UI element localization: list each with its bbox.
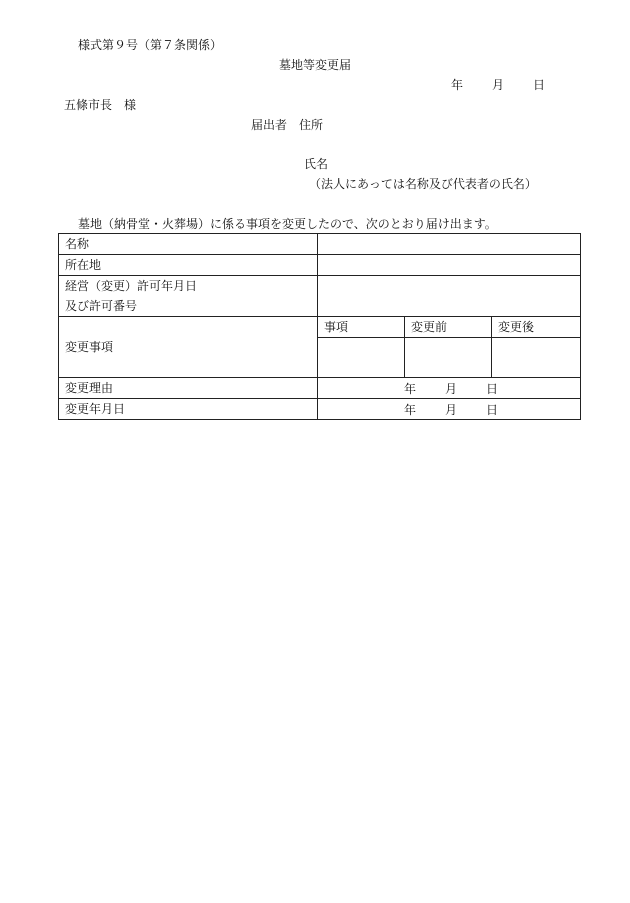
change-day-unit: 日 xyxy=(486,403,499,417)
reason-year-unit: 年 xyxy=(404,382,417,396)
reason-month-unit: 月 xyxy=(445,382,458,396)
change-before-header: 変更前 xyxy=(405,317,492,338)
permit-label-line1: 経営（変更）許可年月日 xyxy=(65,279,198,293)
reason-field[interactable] xyxy=(318,378,581,399)
change-item-header: 事項 xyxy=(318,317,405,338)
location-field[interactable] xyxy=(318,255,581,276)
permit-label xyxy=(59,276,318,317)
table-row xyxy=(59,317,581,338)
date-day-unit: 日 xyxy=(533,78,546,92)
corporate-note: （法人にあっては名称及び代表者の氏名） xyxy=(309,177,537,191)
permit-label-line2: 及び許可番号 xyxy=(65,299,138,313)
change-date-label: 変更年月日 xyxy=(59,399,318,420)
change-year-unit: 年 xyxy=(404,403,417,417)
change-month-unit: 月 xyxy=(445,403,458,417)
applicant-name-label: 氏名 xyxy=(304,157,329,171)
intro-text: 墓地（納骨堂・火葬場）に係る事項を変更したので、次のとおり届け出ます。 xyxy=(78,217,497,231)
permit-field[interactable] xyxy=(318,276,581,317)
table-row xyxy=(59,255,581,276)
table-row xyxy=(59,276,581,317)
date-month-unit: 月 xyxy=(492,78,505,92)
location-label: 所在地 xyxy=(59,255,318,276)
change-form-table xyxy=(58,233,581,420)
change-after-field[interactable] xyxy=(492,338,581,378)
table-row xyxy=(59,234,581,255)
reason-label: 変更理由 xyxy=(59,378,318,399)
document-title: 墓地等変更届 xyxy=(279,58,352,72)
addressee: 五條市長 様 xyxy=(64,98,137,112)
change-items-label: 変更事項 xyxy=(59,317,318,378)
change-item-field[interactable] xyxy=(318,338,405,378)
change-before-field[interactable] xyxy=(405,338,492,378)
form-number: 様式第９号（第７条関係） xyxy=(78,38,223,52)
name-label: 名称 xyxy=(59,234,318,255)
change-date-field[interactable] xyxy=(318,399,581,420)
applicant-address-label: 届出者 住所 xyxy=(251,118,324,132)
date-year-unit: 年 xyxy=(451,78,464,92)
name-field[interactable] xyxy=(318,234,581,255)
reason-day-unit: 日 xyxy=(486,382,499,396)
table-row xyxy=(59,378,581,399)
change-after-header: 変更後 xyxy=(492,317,581,338)
table-row xyxy=(59,399,581,420)
